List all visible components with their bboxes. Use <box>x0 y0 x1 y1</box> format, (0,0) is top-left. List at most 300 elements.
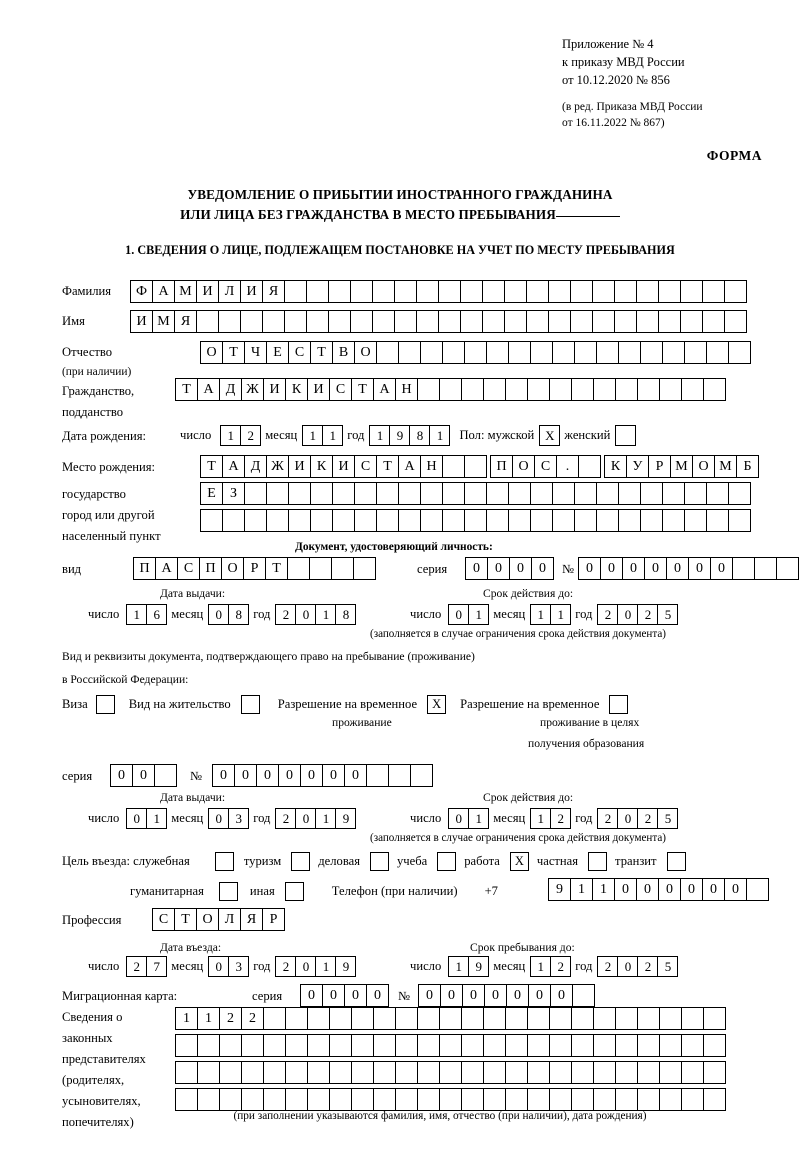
legal-rep-4-cell-8[interactable] <box>329 1088 352 1111</box>
perm-valid-day-1[interactable]: 0 <box>448 808 469 829</box>
birth-city-row3-cell-5[interactable] <box>288 509 311 532</box>
birth-city-row2-cell-3[interactable] <box>244 482 267 505</box>
citizenship-cell-23[interactable] <box>659 378 682 401</box>
birth-state-cell-2[interactable]: А <box>222 455 245 478</box>
surname-cell-5[interactable]: Л <box>218 280 241 303</box>
surname-cell-26[interactable] <box>680 280 703 303</box>
residence-permit-checkbox[interactable] <box>241 695 260 714</box>
surname-cell-6[interactable]: И <box>240 280 263 303</box>
name-cell-8[interactable] <box>284 310 307 333</box>
purpose-humanitarian-checkbox[interactable] <box>219 882 238 901</box>
phone-cell-5[interactable]: 0 <box>636 878 659 901</box>
legal-rep-1-cell-12[interactable] <box>417 1007 440 1030</box>
birth-city-a-cell-1[interactable]: П <box>490 455 513 478</box>
perm-number-cell-7[interactable]: 0 <box>344 764 367 787</box>
stay-day-1[interactable]: 1 <box>448 956 469 977</box>
profession-cell-4[interactable]: Л <box>218 908 241 931</box>
legal-rep-3-cell-17[interactable] <box>527 1061 550 1084</box>
citizenship-cell-13[interactable] <box>439 378 462 401</box>
doc-valid-year-1[interactable]: 2 <box>597 604 618 625</box>
name-cell-15[interactable] <box>438 310 461 333</box>
citizenship-cell-5[interactable]: И <box>263 378 286 401</box>
legal-rep-3-cell-13[interactable] <box>439 1061 462 1084</box>
birth-city-row3-cell-6[interactable] <box>310 509 333 532</box>
perm-number-cell-1[interactable]: 0 <box>212 764 235 787</box>
phone-boxes[interactable] <box>548 878 768 901</box>
birth-state-cell-4[interactable]: Ж <box>266 455 289 478</box>
surname-cell-10[interactable] <box>328 280 351 303</box>
surname-cell-18[interactable] <box>504 280 527 303</box>
perm-series-boxes[interactable] <box>110 764 176 787</box>
profession-cell-3[interactable]: О <box>196 908 219 931</box>
legal-rep-3-cell-22[interactable] <box>637 1061 660 1084</box>
stay-year-2[interactable]: 0 <box>617 956 638 977</box>
legal-rep-2-cell-16[interactable] <box>505 1034 528 1057</box>
legal-rep-4-cell-9[interactable] <box>351 1088 374 1111</box>
entry-year-4[interactable]: 9 <box>335 956 356 977</box>
citizenship-cell-7[interactable]: И <box>307 378 330 401</box>
citizenship-cell-6[interactable]: К <box>285 378 308 401</box>
legal-rep-4-cell-25[interactable] <box>703 1088 726 1111</box>
birth-city-row2-cell-18[interactable] <box>574 482 597 505</box>
doc-type-cell-9[interactable] <box>309 557 332 580</box>
surname-cell-7[interactable]: Я <box>262 280 285 303</box>
doc-valid-year-2[interactable]: 0 <box>617 604 638 625</box>
legal-rep-3-cell-15[interactable] <box>483 1061 506 1084</box>
citizenship-cell-1[interactable]: Т <box>175 378 198 401</box>
surname-cell-8[interactable] <box>284 280 307 303</box>
perm-issue-date-row[interactable] <box>88 808 355 829</box>
legal-rep-2-cell-12[interactable] <box>417 1034 440 1057</box>
legal-rep-1-cell-16[interactable] <box>505 1007 528 1030</box>
birth-city-row2-cell-15[interactable] <box>508 482 531 505</box>
legal-rep-row-2[interactable] <box>175 1034 725 1057</box>
legal-rep-4-cell-1[interactable] <box>175 1088 198 1111</box>
purpose-work-checkbox[interactable]: X <box>510 852 529 871</box>
legal-rep-2-cell-25[interactable] <box>703 1034 726 1057</box>
perm-number-cell-5[interactable]: 0 <box>300 764 323 787</box>
perm-issue-day-2[interactable]: 1 <box>146 808 167 829</box>
surname-cell-12[interactable] <box>372 280 395 303</box>
birth-city-a-cell-2[interactable]: О <box>512 455 535 478</box>
citizenship-cell-15[interactable] <box>483 378 506 401</box>
mc-number-cell-2[interactable]: 0 <box>440 984 463 1007</box>
legal-rep-1-cell-14[interactable] <box>461 1007 484 1030</box>
birth-year-4[interactable]: 1 <box>429 425 450 446</box>
citizenship-boxes[interactable] <box>175 378 725 401</box>
doc-type-cell-1[interactable]: П <box>133 557 156 580</box>
surname-cell-17[interactable] <box>482 280 505 303</box>
legal-rep-4-cell-2[interactable] <box>197 1088 220 1111</box>
birth-city-row2-cell-20[interactable] <box>618 482 641 505</box>
perm-series-cell-2[interactable]: 0 <box>132 764 155 787</box>
birth-city-row2-cell-16[interactable] <box>530 482 553 505</box>
phone-cell-1[interactable]: 9 <box>548 878 571 901</box>
perm-valid-month-1[interactable]: 1 <box>530 808 551 829</box>
birth-city-b-cell-3[interactable]: Р <box>648 455 671 478</box>
legal-rep-2-cell-2[interactable] <box>197 1034 220 1057</box>
patronymic-cell-18[interactable] <box>574 341 597 364</box>
birth-city-row3-cell-7[interactable] <box>332 509 355 532</box>
name-cell-26[interactable] <box>680 310 703 333</box>
birth-city-row2-cell-6[interactable] <box>310 482 333 505</box>
doc-number-boxes[interactable] <box>578 557 798 580</box>
name-cell-22[interactable] <box>592 310 615 333</box>
patronymic-cell-17[interactable] <box>552 341 575 364</box>
birth-state-cell-3[interactable]: Д <box>244 455 267 478</box>
stay-year-4[interactable]: 5 <box>657 956 678 977</box>
birth-city-a-cell-5[interactable] <box>578 455 601 478</box>
surname-cell-15[interactable] <box>438 280 461 303</box>
birth-city-row2-cell-10[interactable] <box>398 482 421 505</box>
legal-rep-4-cell-12[interactable] <box>417 1088 440 1111</box>
birth-city-row2-cell-17[interactable] <box>552 482 575 505</box>
stay-year-3[interactable]: 2 <box>637 956 658 977</box>
surname-cell-14[interactable] <box>416 280 439 303</box>
perm-number-cell-9[interactable] <box>388 764 411 787</box>
mc-number-cell-4[interactable]: 0 <box>484 984 507 1007</box>
patronymic-cell-4[interactable]: Е <box>266 341 289 364</box>
name-cell-11[interactable] <box>350 310 373 333</box>
stay-month-1[interactable]: 1 <box>530 956 551 977</box>
name-cell-5[interactable] <box>218 310 241 333</box>
legal-rep-row-4[interactable] <box>175 1088 725 1111</box>
doc-valid-year-4[interactable]: 5 <box>657 604 678 625</box>
citizenship-cell-3[interactable]: Д <box>219 378 242 401</box>
surname-cell-21[interactable] <box>570 280 593 303</box>
name-cell-14[interactable] <box>416 310 439 333</box>
surname-cell-22[interactable] <box>592 280 615 303</box>
phone-cell-2[interactable]: 1 <box>570 878 593 901</box>
temporary-residence-checkbox[interactable]: X <box>427 695 446 714</box>
mc-number-cell-3[interactable]: 0 <box>462 984 485 1007</box>
birth-city-b-cell-5[interactable]: О <box>692 455 715 478</box>
birth-city-a-cell-3[interactable]: С <box>534 455 557 478</box>
birth-city-row3-cell-10[interactable] <box>398 509 421 532</box>
patronymic-cell-5[interactable]: С <box>288 341 311 364</box>
birth-city-row3-cell-14[interactable] <box>486 509 509 532</box>
doc-issue-year-4[interactable]: 8 <box>335 604 356 625</box>
legal-rep-4-cell-5[interactable] <box>263 1088 286 1111</box>
birth-state-cell-8[interactable]: С <box>354 455 377 478</box>
citizenship-cell-19[interactable] <box>571 378 594 401</box>
legal-rep-1-cell-19[interactable] <box>571 1007 594 1030</box>
citizenship-cell-10[interactable]: А <box>373 378 396 401</box>
purpose-official-checkbox[interactable] <box>215 852 234 871</box>
birth-city-row3-cell-12[interactable] <box>442 509 465 532</box>
legal-rep-1-cell-5[interactable] <box>263 1007 286 1030</box>
legal-rep-3-cell-4[interactable] <box>241 1061 264 1084</box>
birth-city-row2-cell-23[interactable] <box>684 482 707 505</box>
legal-rep-3-cell-6[interactable] <box>285 1061 308 1084</box>
citizenship-cell-18[interactable] <box>549 378 572 401</box>
doc-issue-month-1[interactable]: 0 <box>208 604 229 625</box>
legal-rep-2-cell-11[interactable] <box>395 1034 418 1057</box>
patronymic-cell-13[interactable] <box>464 341 487 364</box>
legal-rep-3-cell-19[interactable] <box>571 1061 594 1084</box>
perm-number-cell-2[interactable]: 0 <box>234 764 257 787</box>
legal-rep-3-cell-7[interactable] <box>307 1061 330 1084</box>
birth-city-row3-cell-25[interactable] <box>728 509 751 532</box>
patronymic-cell-16[interactable] <box>530 341 553 364</box>
legal-rep-1-cell-20[interactable] <box>593 1007 616 1030</box>
birth-state-cell-10[interactable]: А <box>398 455 421 478</box>
citizenship-cell-24[interactable] <box>681 378 704 401</box>
patronymic-cell-6[interactable]: Т <box>310 341 333 364</box>
name-cell-18[interactable] <box>504 310 527 333</box>
mc-number-cell-7[interactable]: 0 <box>550 984 573 1007</box>
legal-rep-3-cell-8[interactable] <box>329 1061 352 1084</box>
legal-rep-3-cell-12[interactable] <box>417 1061 440 1084</box>
doc-series-cell-3[interactable]: 0 <box>509 557 532 580</box>
legal-rep-4-cell-20[interactable] <box>593 1088 616 1111</box>
name-cell-20[interactable] <box>548 310 571 333</box>
legal-rep-1-cell-9[interactable] <box>351 1007 374 1030</box>
legal-rep-2-cell-7[interactable] <box>307 1034 330 1057</box>
perm-issue-year-3[interactable]: 1 <box>315 808 336 829</box>
perm-valid-date-row[interactable] <box>410 808 677 829</box>
name-cell-12[interactable] <box>372 310 395 333</box>
birth-city-row3-cell-8[interactable] <box>354 509 377 532</box>
birth-city-row3-boxes[interactable] <box>200 509 750 532</box>
perm-valid-month-2[interactable]: 2 <box>550 808 571 829</box>
patronymic-cell-15[interactable] <box>508 341 531 364</box>
birth-city-row2-cell-14[interactable] <box>486 482 509 505</box>
birth-city-b-cell-7[interactable]: Б <box>736 455 759 478</box>
doc-series-cell-4[interactable]: 0 <box>531 557 554 580</box>
legal-rep-4-cell-17[interactable] <box>527 1088 550 1111</box>
name-cell-10[interactable] <box>328 310 351 333</box>
birth-city-row3-cell-1[interactable] <box>200 509 223 532</box>
name-boxes[interactable] <box>130 310 746 333</box>
doc-issue-day-1[interactable]: 1 <box>126 604 147 625</box>
citizenship-cell-2[interactable]: А <box>197 378 220 401</box>
legal-rep-1-cell-3[interactable]: 2 <box>219 1007 242 1030</box>
doc-number-cell-2[interactable]: 0 <box>600 557 623 580</box>
citizenship-cell-11[interactable]: Н <box>395 378 418 401</box>
name-cell-17[interactable] <box>482 310 505 333</box>
perm-number-cell-3[interactable]: 0 <box>256 764 279 787</box>
doc-type-cell-5[interactable]: О <box>221 557 244 580</box>
perm-issue-month-2[interactable]: 3 <box>228 808 249 829</box>
patronymic-cell-22[interactable] <box>662 341 685 364</box>
patronymic-cell-21[interactable] <box>640 341 663 364</box>
legal-rep-1-cell-8[interactable] <box>329 1007 352 1030</box>
patronymic-cell-25[interactable] <box>728 341 751 364</box>
education-residence-checkbox[interactable] <box>609 695 628 714</box>
birth-year-1[interactable]: 1 <box>369 425 390 446</box>
legal-rep-4-cell-21[interactable] <box>615 1088 638 1111</box>
legal-rep-1-cell-1[interactable]: 1 <box>175 1007 198 1030</box>
doc-type-cell-2[interactable]: А <box>155 557 178 580</box>
phone-cell-10[interactable] <box>746 878 769 901</box>
birth-city-row2-cell-11[interactable] <box>420 482 443 505</box>
legal-rep-2-cell-19[interactable] <box>571 1034 594 1057</box>
doc-valid-day-1[interactable]: 0 <box>448 604 469 625</box>
purpose-other-checkbox[interactable] <box>285 882 304 901</box>
citizenship-cell-25[interactable] <box>703 378 726 401</box>
perm-number-cell-8[interactable] <box>366 764 389 787</box>
perm-number-cell-6[interactable]: 0 <box>322 764 345 787</box>
birth-city-row3-cell-24[interactable] <box>706 509 729 532</box>
patronymic-cell-12[interactable] <box>442 341 465 364</box>
birth-city-row2-cell-1[interactable]: Е <box>200 482 223 505</box>
citizenship-cell-12[interactable] <box>417 378 440 401</box>
name-cell-24[interactable] <box>636 310 659 333</box>
birth-state-cell-12[interactable] <box>442 455 465 478</box>
entry-year-3[interactable]: 1 <box>315 956 336 977</box>
legal-rep-4-cell-6[interactable] <box>285 1088 308 1111</box>
legal-rep-3-cell-11[interactable] <box>395 1061 418 1084</box>
legal-rep-2-cell-24[interactable] <box>681 1034 704 1057</box>
patronymic-cell-10[interactable] <box>398 341 421 364</box>
birth-city-row3-cell-22[interactable] <box>662 509 685 532</box>
birth-city-row3-cell-19[interactable] <box>596 509 619 532</box>
legal-rep-4-cell-19[interactable] <box>571 1088 594 1111</box>
patronymic-cell-9[interactable] <box>376 341 399 364</box>
legal-rep-4-cell-24[interactable] <box>681 1088 704 1111</box>
birth-day-2[interactable]: 2 <box>240 425 261 446</box>
birth-state-cell-1[interactable]: Т <box>200 455 223 478</box>
citizenship-cell-22[interactable] <box>637 378 660 401</box>
birth-state-boxes[interactable] <box>200 455 758 478</box>
doc-type-cell-6[interactable]: Р <box>243 557 266 580</box>
legal-rep-2-cell-20[interactable] <box>593 1034 616 1057</box>
surname-cell-20[interactable] <box>548 280 571 303</box>
birth-city-row3-cell-9[interactable] <box>376 509 399 532</box>
doc-valid-month-2[interactable]: 1 <box>550 604 571 625</box>
birth-city-row2-cell-12[interactable] <box>442 482 465 505</box>
legal-rep-4-cell-18[interactable] <box>549 1088 572 1111</box>
legal-rep-1-cell-11[interactable] <box>395 1007 418 1030</box>
perm-valid-year-4[interactable]: 5 <box>657 808 678 829</box>
doc-type-cell-11[interactable] <box>353 557 376 580</box>
legal-rep-2-cell-6[interactable] <box>285 1034 308 1057</box>
legal-rep-3-cell-21[interactable] <box>615 1061 638 1084</box>
birth-city-row2-cell-8[interactable] <box>354 482 377 505</box>
birth-city-row3-cell-23[interactable] <box>684 509 707 532</box>
patronymic-cell-14[interactable] <box>486 341 509 364</box>
doc-issue-day-2[interactable]: 6 <box>146 604 167 625</box>
perm-number-boxes[interactable] <box>212 764 432 787</box>
surname-cell-13[interactable] <box>394 280 417 303</box>
surname-cell-28[interactable] <box>724 280 747 303</box>
doc-series-cell-2[interactable]: 0 <box>487 557 510 580</box>
birth-city-row3-cell-2[interactable] <box>222 509 245 532</box>
birth-state-cell-13[interactable] <box>464 455 487 478</box>
legal-rep-3-cell-18[interactable] <box>549 1061 572 1084</box>
legal-rep-2-cell-23[interactable] <box>659 1034 682 1057</box>
name-cell-21[interactable] <box>570 310 593 333</box>
birth-day-1[interactable]: 1 <box>220 425 241 446</box>
legal-rep-3-cell-23[interactable] <box>659 1061 682 1084</box>
birth-city-row2-cell-22[interactable] <box>662 482 685 505</box>
profession-boxes[interactable] <box>152 908 284 931</box>
phone-cell-6[interactable]: 0 <box>658 878 681 901</box>
legal-rep-4-cell-3[interactable] <box>219 1088 242 1111</box>
doc-valid-date-row[interactable] <box>410 604 677 625</box>
name-cell-25[interactable] <box>658 310 681 333</box>
doc-number-cell-10[interactable] <box>776 557 799 580</box>
patronymic-cell-1[interactable]: О <box>200 341 223 364</box>
stay-day-2[interactable]: 9 <box>468 956 489 977</box>
purpose-business-checkbox[interactable] <box>370 852 389 871</box>
legal-rep-1-cell-18[interactable] <box>549 1007 572 1030</box>
doc-valid-year-3[interactable]: 2 <box>637 604 658 625</box>
legal-rep-3-cell-2[interactable] <box>197 1061 220 1084</box>
birth-city-row3-cell-18[interactable] <box>574 509 597 532</box>
legal-rep-2-cell-1[interactable] <box>175 1034 198 1057</box>
perm-series-cell-3[interactable] <box>154 764 177 787</box>
legal-rep-3-cell-14[interactable] <box>461 1061 484 1084</box>
legal-rep-1-cell-15[interactable] <box>483 1007 506 1030</box>
entry-day-2[interactable]: 7 <box>146 956 167 977</box>
citizenship-cell-21[interactable] <box>615 378 638 401</box>
doc-number-cell-6[interactable]: 0 <box>688 557 711 580</box>
name-cell-9[interactable] <box>306 310 329 333</box>
birth-city-row2-cell-5[interactable] <box>288 482 311 505</box>
patronymic-cell-19[interactable] <box>596 341 619 364</box>
doc-issue-month-2[interactable]: 8 <box>228 604 249 625</box>
doc-type-cell-7[interactable]: Т <box>265 557 288 580</box>
doc-issue-year-2[interactable]: 0 <box>295 604 316 625</box>
birth-date-row[interactable] <box>180 425 635 446</box>
birth-city-row2-cell-13[interactable] <box>464 482 487 505</box>
surname-cell-2[interactable]: А <box>152 280 175 303</box>
name-cell-7[interactable] <box>262 310 285 333</box>
birth-city-row3-cell-4[interactable] <box>266 509 289 532</box>
legal-rep-3-cell-3[interactable] <box>219 1061 242 1084</box>
surname-cell-27[interactable] <box>702 280 725 303</box>
doc-number-cell-8[interactable] <box>732 557 755 580</box>
birth-city-row3-cell-15[interactable] <box>508 509 531 532</box>
perm-valid-year-2[interactable]: 0 <box>617 808 638 829</box>
mc-number-cell-8[interactable] <box>572 984 595 1007</box>
legal-rep-4-cell-22[interactable] <box>637 1088 660 1111</box>
legal-rep-4-cell-15[interactable] <box>483 1088 506 1111</box>
legal-rep-1-cell-25[interactable] <box>703 1007 726 1030</box>
birth-month-1[interactable]: 1 <box>302 425 323 446</box>
legal-rep-1-cell-24[interactable] <box>681 1007 704 1030</box>
legal-rep-2-cell-3[interactable] <box>219 1034 242 1057</box>
doc-type-cell-10[interactable] <box>331 557 354 580</box>
mc-number-cell-6[interactable]: 0 <box>528 984 551 1007</box>
legal-rep-4-cell-23[interactable] <box>659 1088 682 1111</box>
entry-month-1[interactable]: 0 <box>208 956 229 977</box>
patronymic-cell-2[interactable]: Т <box>222 341 245 364</box>
entry-date-row[interactable] <box>88 956 355 977</box>
name-cell-28[interactable] <box>724 310 747 333</box>
sex-female-checkbox[interactable] <box>615 425 636 446</box>
legal-rep-4-cell-11[interactable] <box>395 1088 418 1111</box>
legal-rep-2-cell-4[interactable] <box>241 1034 264 1057</box>
legal-rep-3-cell-20[interactable] <box>593 1061 616 1084</box>
patronymic-cell-23[interactable] <box>684 341 707 364</box>
surname-cell-1[interactable]: Ф <box>130 280 153 303</box>
patronymic-cell-11[interactable] <box>420 341 443 364</box>
surname-cell-9[interactable] <box>306 280 329 303</box>
birth-state-cell-9[interactable]: Т <box>376 455 399 478</box>
phone-cell-8[interactable]: 0 <box>702 878 725 901</box>
legal-rep-2-cell-9[interactable] <box>351 1034 374 1057</box>
birth-city-row2-cell-19[interactable] <box>596 482 619 505</box>
name-cell-27[interactable] <box>702 310 725 333</box>
legal-rep-1-cell-21[interactable] <box>615 1007 638 1030</box>
legal-rep-2-cell-8[interactable] <box>329 1034 352 1057</box>
surname-cell-11[interactable] <box>350 280 373 303</box>
legal-rep-1-cell-10[interactable] <box>373 1007 396 1030</box>
perm-valid-year-1[interactable]: 2 <box>597 808 618 829</box>
